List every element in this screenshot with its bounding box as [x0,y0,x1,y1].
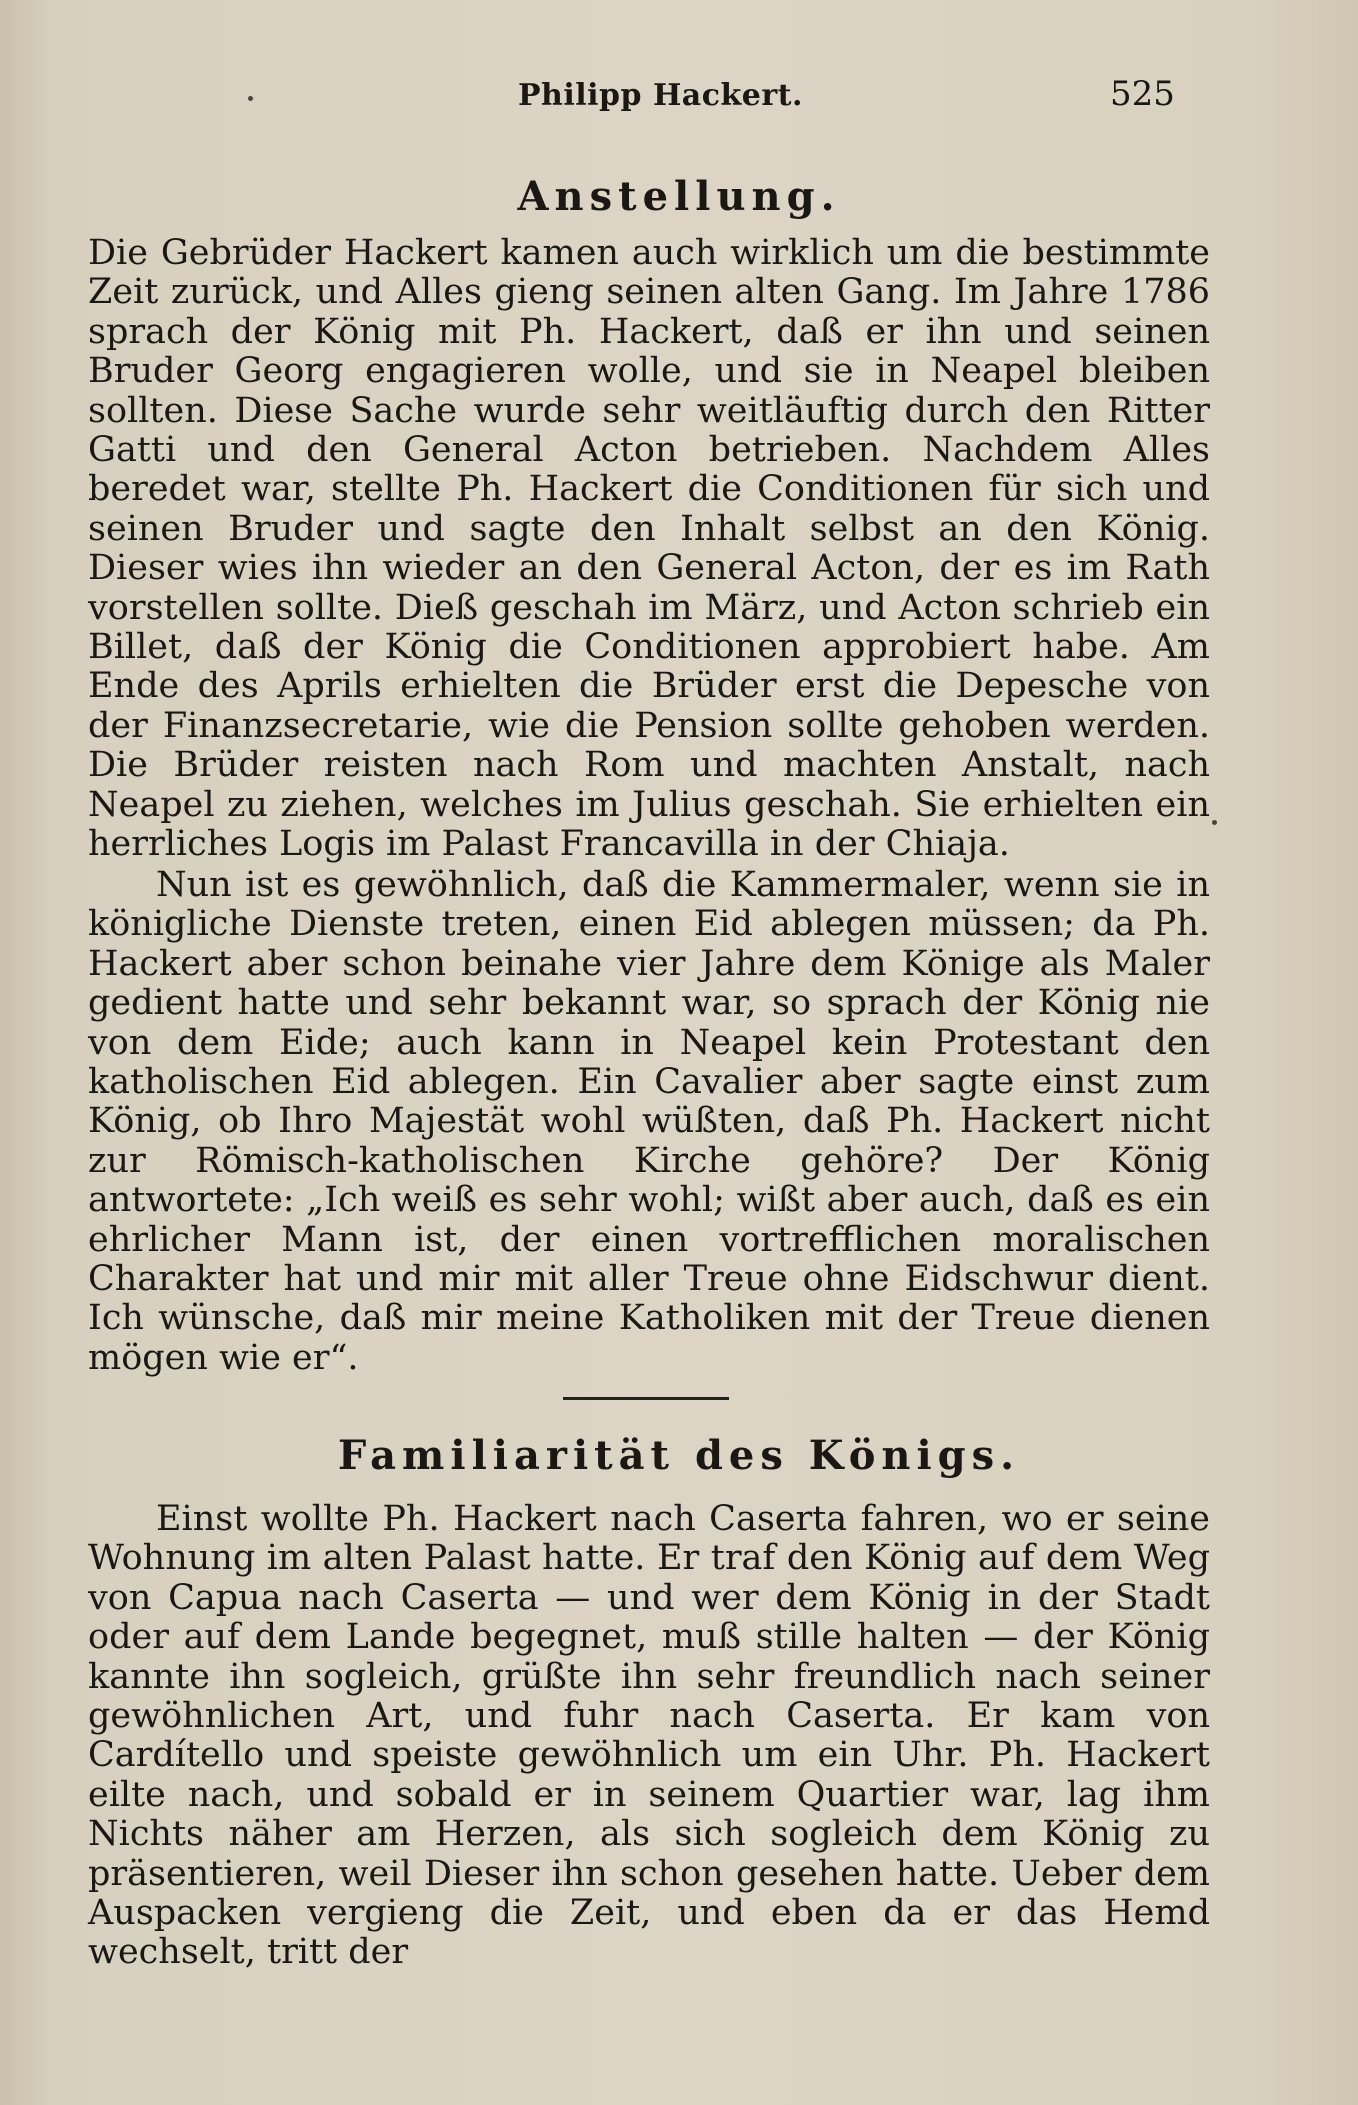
page-number: 525 [1110,74,1175,114]
running-title: Philipp Hackert. [518,78,803,113]
paper-speck [1212,820,1217,825]
paper-speck [248,96,253,101]
paragraph: Einst wollte Ph. Hackert nach Caserta fahren, wo er seine Wohnung im alten Palast hatte. Er traf den König auf dem Weg von Capua nach Caserta — und wer dem König in der Stadt oder auf dem Lande begegnet, muß stille halten — der König kannte ihn sogleich, grüßte ihn sehr freundlich nach seiner gewöhnlichen Art, und fuhr nach Caserta. Er kam von Cardítello und speiste gewöhnlich um ein Uhr. Ph. Hackert eilte nach, und sobald er in seinem Quartier war, lag ihm Nichts näher am Herzen, als sich sogleich dem König zu präsentieren, weil Dieser ihn schon gesehen hatte. Ueber dem Auspacken vergieng die Zeit, und eben da er das Hemd wechselt, tritt der [88,1499,1210,1973]
section-heading-anstellung: Anstellung. [517,173,841,220]
paragraph: Die Gebrüder Hackert kamen auch wirklich um die bestimmte Zeit zurück, und Alles gieng seinen alten Gang. Im Jahre 1786 sprach der König mit Ph. Hackert, daß er ihn und seinen Bruder Georg engagieren wolle, und sie in Neapel bleiben sollten. Diese Sache wurde sehr weitläuftig durch den Ritter Gatti und den General Acton betrieben. Nachdem Alles beredet war, stellte Ph. Hackert die Conditionen für sich und seinen Bruder und sagte den Inhalt selbst an den König. Dieser wies ihn wieder an den General Acton, der es im Rath vorstellen sollte. Dieß geschah im März, und Acton schrieb ein Billet, daß der König die Conditionen approbiert habe. Am Ende des Aprils erhielten die Brüder erst die Depesche von der Finanzsecretarie, wie die Pension sollte gehoben werden. Die Brüder reisten nach Rom und machten Anstalt, nach Neapel zu ziehen, welches im Julius geschah. Sie erhielten ein herrliches Logis im Palast Francavilla in der Chiaja. [88,233,1210,865]
section-heading-familiaritaet: Familiarität des Königs. [337,1432,1021,1479]
running-head [0,74,1358,118]
section-divider [563,1397,729,1400]
paragraph: Nun ist es gewöhnlich, daß die Kammermaler, wenn sie in königliche Dienste treten, einen Eid ablegen müssen; da Ph. Hackert aber schon beinahe vier Jahre dem Könige als Maler gedient hatte und sehr bekannt war, so sprach der König nie von dem Eide; auch kann in Neapel kein Protestant den katholischen Eid ablegen. Ein Cavalier aber sagte einst zum König, ob Ihro Majestät wohl wüßten, daß Ph. Hackert nicht zur Römisch-katholischen Kirche gehöre? Der König antwortete: „Ich weiß es sehr wohl; wißt aber auch, daß es ein ehrlicher Mann ist, der einen vortrefflichen moralischen Charakter hat und mir mit aller Treue ohne Eidschwur dient. Ich wünsche, daß mir meine Katholiken mit der Treue dienen mögen wie er“. [88,865,1210,1378]
